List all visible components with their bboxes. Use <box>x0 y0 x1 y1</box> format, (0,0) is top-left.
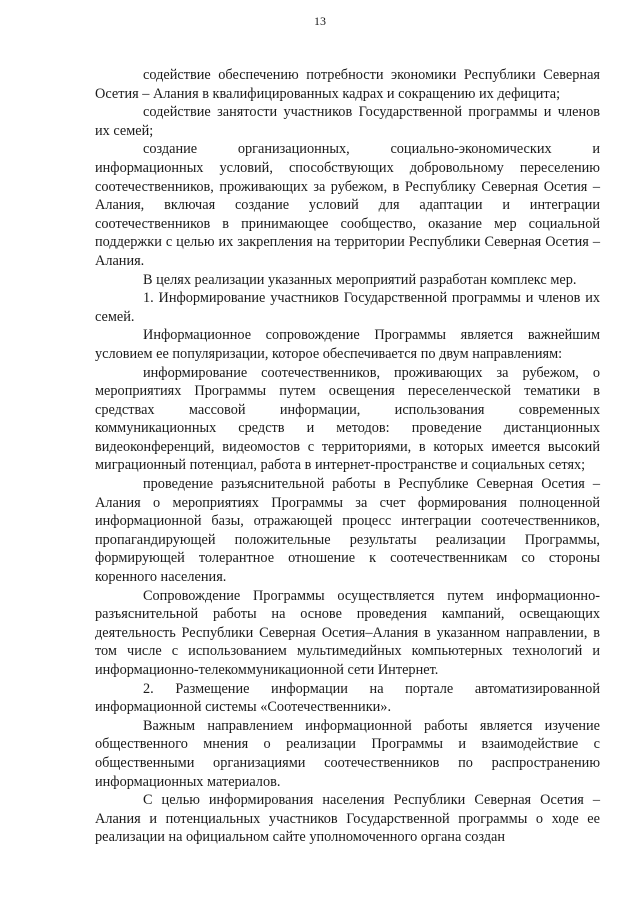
paragraph-website-info: С целью информирования населения Республики Северная Осетия – Алания и потенциальных участников Государственной программы о ходе ее реализации на официальном сайте уполномоченного органа создан <box>95 792 600 846</box>
paragraph-creating-conditions: создание организационных, социально-экономических и информационных условий, способствующих добровольному переселению соотечественников, проживающих за рубежом, в Республику Северная Осетия – Алания, включая создание условий для адаптации и интеграции соотечественников в принимающее сообщество, оказание мер социальной поддержки с целью их закрепления на территории Республики Северная Осетия – Алания. <box>95 141 600 269</box>
paragraph-public-opinion: Важным направлением информационной работы является изучение общественного мнения о реализации Программы и взаимодействие с общественными организациями соотечественников по распространению информационных материалов. <box>95 717 600 790</box>
paragraph-informing-abroad: информирование соотечественников, проживающих за рубежом, о мероприятиях Программы путем освещения переселенческой тематики в средствах массовой информации, использования современных коммуникационных средств и методов: проведение дистанционных видеоконференций, видеомостов с территориями, в которых имеется высокий миграционный потенциал, работа в интернет-пространстве и социальных сетях; <box>95 364 600 474</box>
paragraph-info-support: Информационное сопровождение Программы является важнейшим условием ее популяризации, которое обеспечивается по двум направлениям: <box>95 327 600 362</box>
paragraph-measures-intro: В целях реализации указанных мероприятий разработан комплекс мер. <box>143 271 577 288</box>
document-body <box>95 66 600 847</box>
page-number: 13 <box>314 14 326 28</box>
paragraph-support-employment: содействие занятости участников Государственной программы и членов их семей; <box>95 104 600 139</box>
paragraph-section-1-heading: 1. Информирование участников Государственной программы и членов их семей. <box>95 290 600 325</box>
paragraph-support-economy: содействие обеспечению потребности экономики Республики Северная Осетия – Алания в квалифицированных кадрах и сокращению их дефицита; <box>95 67 600 102</box>
paragraph-section-2-heading: 2. Размещение информации на портале автоматизированной информационной системы «Соотечественники». <box>95 680 600 716</box>
paragraph-explanatory-work: проведение разъяснительной работы в Республике Северная Осетия – Алания о мероприятиях Программы за счет формирования полноценной информационной базы, отражающей процесс интеграции соотечественников, пропагандирующей положительные результаты реализации Программы, формирующей толерантное отношение к соотечественникам со стороны коренного населения. <box>95 476 600 586</box>
paragraph-program-support: Сопровождение Программы осуществляется путем информационно-разъяснительной работы на основе проведения кампаний, освещающих деятельность Республики Северная Осетия–Алания в указанном направлении, в том числе с использованием мультимедийных компьютерных технологий и информационно-телекоммуникационной сети Интернет. <box>95 587 600 678</box>
